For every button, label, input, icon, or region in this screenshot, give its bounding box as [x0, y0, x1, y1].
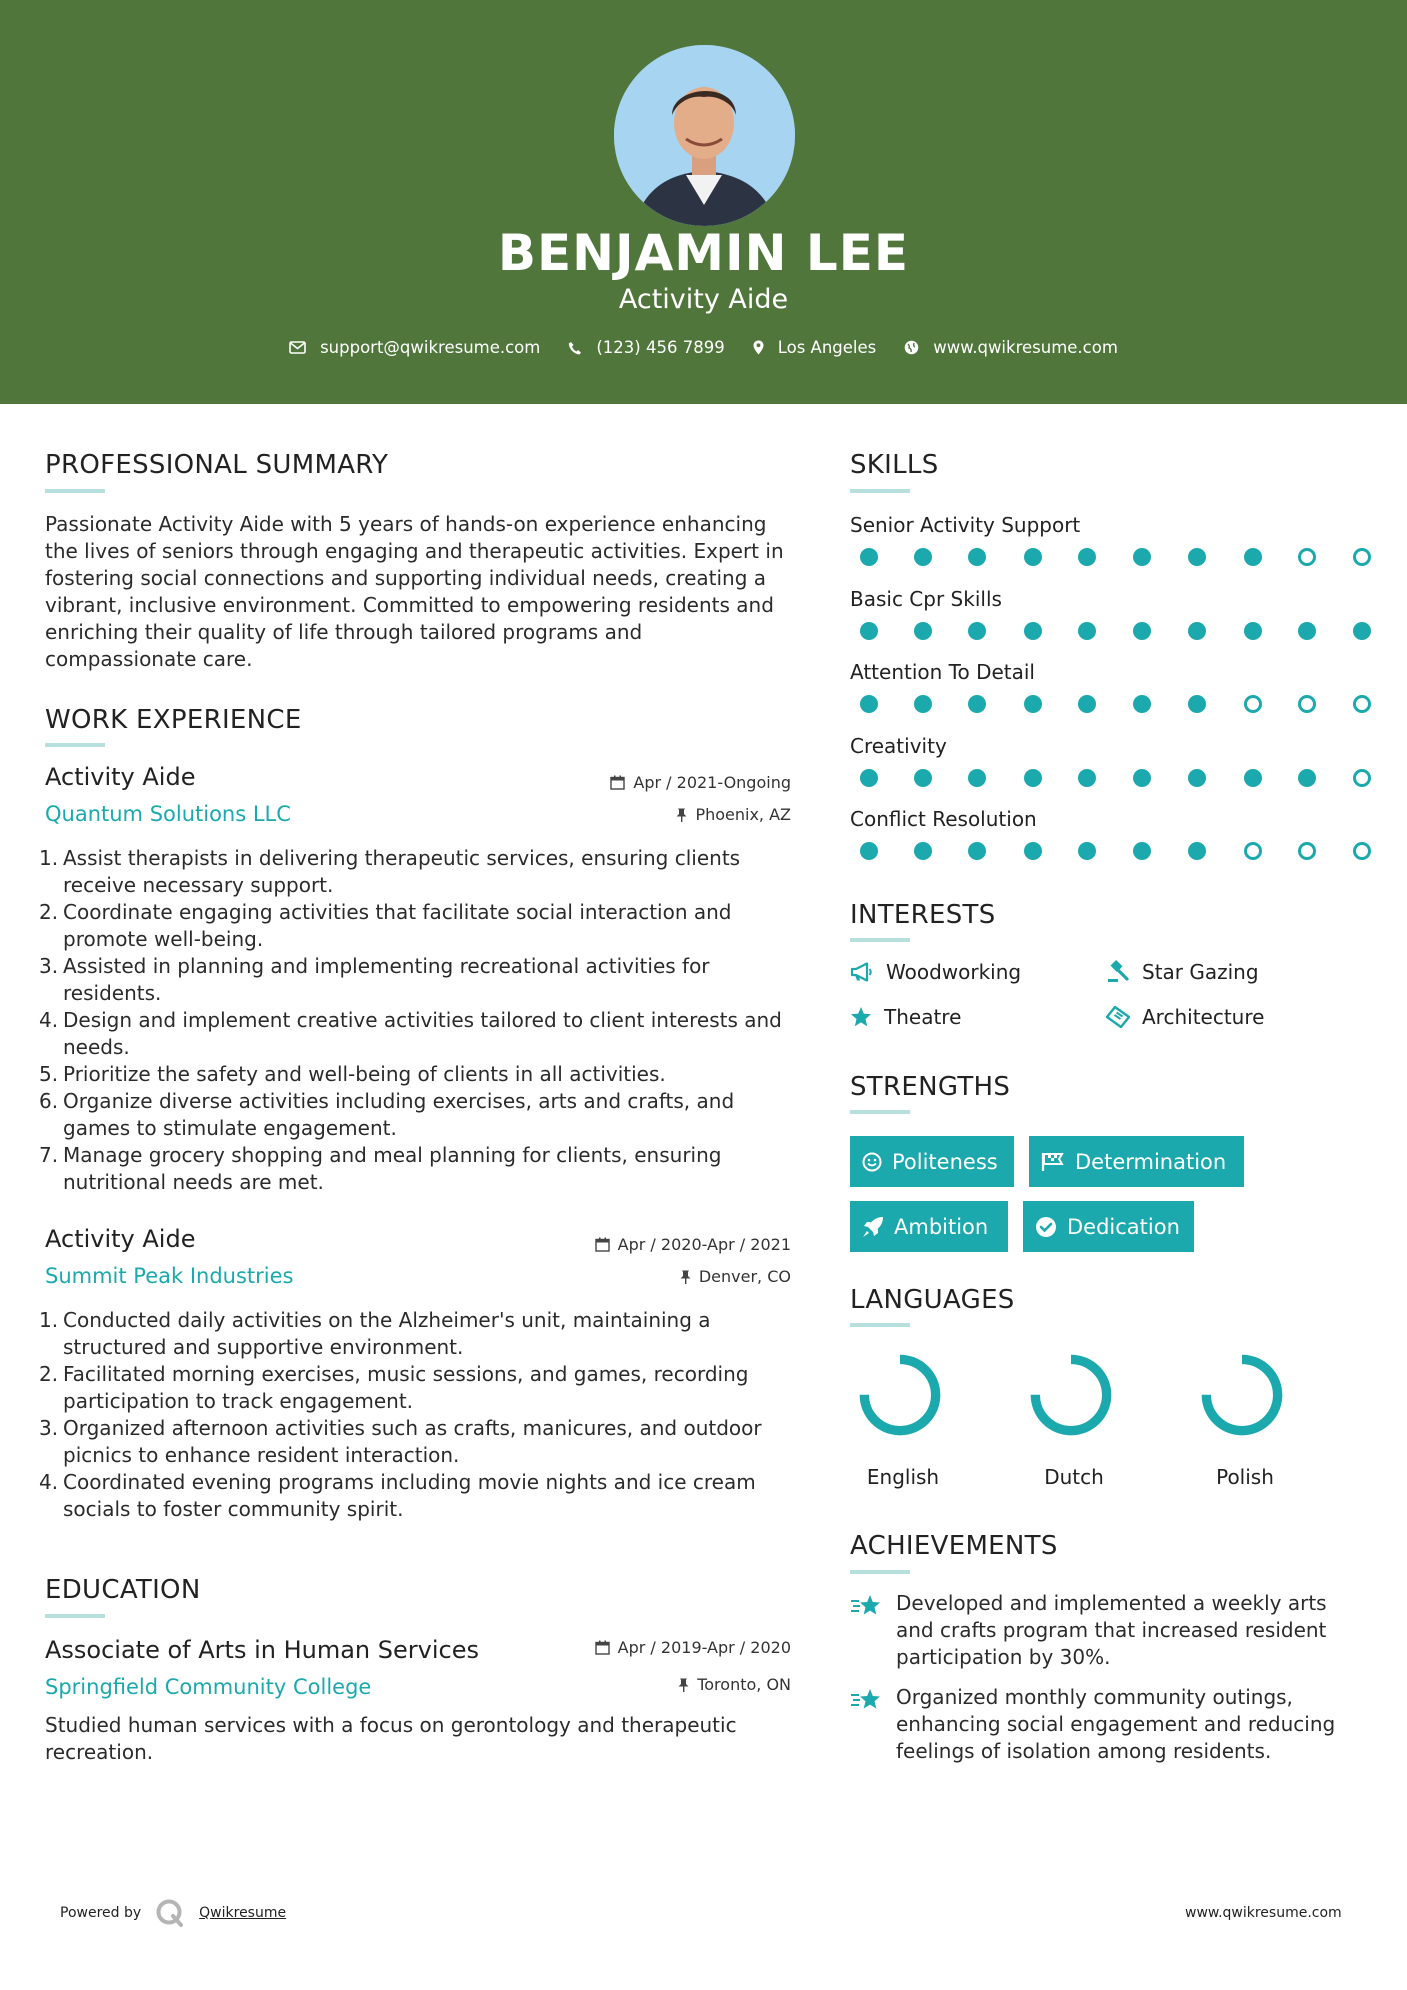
person-avatar-icon [614, 45, 795, 226]
achievement-text: Organized monthly community outings, enhancing social engagement and reducing feelings of isolation among residents. [896, 1685, 1336, 1763]
skill-dot-empty [1244, 842, 1262, 860]
interest-item [1106, 960, 1259, 984]
education-description: Studied human services with a focus on gerontology and therapeutic recreation. [45, 1713, 737, 1764]
section-underline [850, 489, 910, 493]
language-ring [1026, 1350, 1116, 1440]
summary-text: Passionate Activity Aide with 5 years of hands-on experience enhancing the lives of seniors through engaging and therapeutic activities. Expert in fostering social connections and supporting individual needs, creating a vibrant, inclusive environment. Committed to empowering residents and enriching their quality of life through tailored programs and compassionate care. [45, 512, 784, 671]
strength-chip [1029, 1136, 1244, 1187]
list-item [39, 953, 795, 1007]
skill-dot-filled [968, 695, 986, 713]
list-number: 3. [39, 954, 59, 978]
skill-dot-filled [1024, 622, 1042, 640]
skill-dot-filled [860, 548, 878, 566]
list-item-text: Organized afternoon activities such as crafts, manicures, and outdoor picnics to enhance resident interaction. [63, 1416, 762, 1467]
list-item-text: Facilitated morning exercises, music sessions, and games, recording participation to track engagement. [63, 1362, 749, 1413]
achievement-item [850, 1590, 1370, 1671]
envelope-icon [289, 341, 306, 354]
check-circle-icon [1035, 1216, 1057, 1238]
brand-link[interactable]: Qwikresume [199, 1905, 287, 1921]
list-number: 2. [39, 900, 59, 924]
list-item [39, 1088, 795, 1142]
skill-dot-filled [1024, 695, 1042, 713]
globe-icon [904, 340, 919, 355]
location-text: Los Angeles [777, 338, 877, 357]
language-name: Dutch [1044, 1465, 1104, 1489]
section-underline [850, 938, 910, 942]
interest-label: Star Gazing [1142, 960, 1259, 984]
strength-label: Ambition [894, 1214, 989, 1239]
pushpin-icon [680, 1270, 691, 1284]
calendar-icon [595, 1640, 610, 1655]
skill-dot-empty [1353, 695, 1371, 713]
ticket-icon [1106, 1006, 1130, 1028]
skill-dot-empty [1244, 695, 1262, 713]
skills-heading: SKILLS [850, 450, 939, 480]
list-item-text: Coordinated evening programs including movie nights and ice cream socials to foster community spirit. [63, 1470, 756, 1521]
skill-dot-filled [1133, 695, 1151, 713]
skill-name: Conflict Resolution [850, 807, 1037, 831]
section-underline [850, 1570, 910, 1574]
skill-dot-filled [1244, 622, 1262, 640]
shooting-star-icon [850, 1686, 884, 1714]
skill-dot-filled [1298, 769, 1316, 787]
skill-dot-filled [914, 622, 932, 640]
candidate-name: BENJAMIN LEE [497, 224, 910, 282]
phone-icon [568, 341, 582, 355]
megaphone-icon [850, 962, 874, 982]
job-duties-list [39, 1307, 795, 1523]
email-text: support@qwikresume.com [320, 338, 541, 357]
list-number: 1. [39, 846, 59, 870]
skill-dot-filled [1133, 548, 1151, 566]
section-underline [850, 1323, 910, 1327]
list-number: 1. [39, 1308, 59, 1332]
list-item-text: Conducted daily activities on the Alzheimer's unit, maintaining a structured and supportive environment. [63, 1308, 711, 1359]
language-ring [1197, 1350, 1287, 1440]
skill-dot-filled [1244, 548, 1262, 566]
pushpin-icon [678, 1678, 689, 1692]
language-level-arc [864, 1359, 935, 1430]
job-title: Activity Aide [45, 1225, 196, 1253]
skill-dot-empty [1298, 548, 1316, 566]
interest-label: Woodworking [886, 960, 1022, 984]
contact-location [753, 338, 877, 357]
list-number: 3. [39, 1416, 59, 1440]
interest-item [1106, 1005, 1264, 1029]
list-item [39, 1061, 795, 1088]
skill-name: Basic Cpr Skills [850, 586, 1002, 611]
skill-dot-filled [1078, 548, 1096, 566]
skill-dot-filled [968, 622, 986, 640]
list-item [39, 1007, 795, 1061]
list-number: 5. [39, 1062, 59, 1086]
achievements-heading: ACHIEVEMENTS [850, 1531, 1058, 1561]
footer-url[interactable]: www.qwikresume.com [1185, 1905, 1342, 1921]
strength-chip [1023, 1201, 1194, 1252]
skill-dot-filled [1188, 622, 1206, 640]
list-item [39, 899, 795, 953]
education-dates [480, 1638, 791, 1657]
skill-dot-filled [1188, 842, 1206, 860]
contact-email[interactable] [289, 338, 540, 357]
skill-dot-filled [1078, 695, 1096, 713]
skill-dot-empty [1353, 769, 1371, 787]
job-location [480, 805, 791, 824]
pushpin-icon [676, 808, 687, 822]
list-item-text: Assist therapists in delivering therapeutic services, ensuring clients receive necessary support. [63, 846, 741, 897]
strength-chip [850, 1136, 1014, 1187]
language-level-arc [1206, 1359, 1277, 1430]
candidate-title: Activity Aide [618, 284, 789, 315]
company-name: Summit Peak Industries [45, 1264, 294, 1288]
skill-dot-filled [1133, 769, 1151, 787]
skill-dot-filled [860, 695, 878, 713]
skill-name: Senior Activity Support [850, 513, 1081, 537]
interest-label: Architecture [1142, 1005, 1265, 1029]
skill-dot-filled [914, 769, 932, 787]
section-underline [45, 1614, 105, 1618]
map-pin-icon [753, 340, 764, 355]
language-ring [855, 1350, 945, 1440]
skill-dot-empty [1298, 842, 1316, 860]
job-dates [480, 1235, 791, 1254]
job-title: Activity Aide [45, 763, 196, 791]
strength-chip [850, 1201, 1008, 1252]
skill-dot-filled [860, 769, 878, 787]
skill-dot-filled [968, 769, 986, 787]
strength-label: Politeness [892, 1149, 998, 1174]
languages-heading: LANGUAGES [850, 1285, 1015, 1315]
section-underline [45, 489, 105, 493]
skill-dot-filled [1024, 842, 1042, 860]
skill-dot-filled [1078, 769, 1096, 787]
skill-dot-filled [968, 842, 986, 860]
list-number: 2. [39, 1362, 59, 1386]
section-underline [45, 743, 105, 747]
list-item-text: Assisted in planning and implementing recreational activities for residents. [63, 954, 710, 1005]
list-item [39, 1469, 795, 1523]
skill-dot-empty [1298, 695, 1316, 713]
language-name: English [866, 1465, 940, 1489]
skill-dot-filled [968, 548, 986, 566]
smile-icon [862, 1152, 882, 1172]
job-dates [480, 773, 791, 792]
list-item [39, 1142, 795, 1196]
language-level-arc [1035, 1359, 1106, 1430]
interest-label: Theatre [884, 1005, 962, 1029]
education-heading: EDUCATION [45, 1575, 201, 1605]
skill-dot-filled [860, 622, 878, 640]
list-item-text: Organize diverse activities including exercises, arts and crafts, and games to stimulate engagement. [63, 1089, 735, 1140]
phone-text: (123) 456 7899 [596, 338, 725, 357]
interest-item [850, 1005, 961, 1029]
list-item-text: Design and implement creative activities tailored to client interests and needs. [63, 1008, 782, 1059]
contact-website[interactable] [904, 338, 1118, 357]
summary-heading: PROFESSIONAL SUMMARY [45, 450, 389, 480]
list-item-text: Prioritize the safety and well-being of clients in all activities. [63, 1062, 666, 1086]
skill-dot-filled [1078, 842, 1096, 860]
job-location-text: Denver, CO [698, 1267, 791, 1286]
flag-icon [1041, 1152, 1065, 1172]
achievement-item [850, 1684, 1370, 1765]
star-icon [850, 1006, 872, 1028]
job-dates-text: Apr / 2020-Apr / 2021 [617, 1235, 791, 1254]
list-number: 7. [39, 1143, 59, 1167]
contact-bar [0, 338, 1407, 357]
calendar-icon [610, 775, 625, 790]
website-text: www.qwikresume.com [933, 338, 1118, 357]
skill-dot-filled [1188, 695, 1206, 713]
list-number: 4. [39, 1470, 59, 1494]
school-name: Springfield Community College [45, 1675, 372, 1699]
education-location [480, 1675, 791, 1694]
skill-dot-filled [1133, 622, 1151, 640]
gavel-icon [1106, 960, 1130, 984]
job-dates-text: Apr / 2021-Ongoing [633, 773, 791, 792]
list-item [39, 1415, 795, 1469]
list-item [39, 1361, 795, 1415]
section-underline [850, 1110, 910, 1114]
skill-dot-filled [1298, 622, 1316, 640]
strength-label: Determination [1075, 1149, 1227, 1174]
list-item [39, 845, 795, 899]
strength-label: Dedication [1067, 1214, 1180, 1239]
list-number: 6. [39, 1089, 59, 1113]
skill-dot-filled [914, 842, 932, 860]
skill-dot-empty [1353, 548, 1371, 566]
qwikresume-logo-icon [155, 1898, 185, 1928]
skill-dot-filled [1244, 769, 1262, 787]
resume-header [0, 0, 1407, 404]
list-item-text: Manage grocery shopping and meal planning for clients, ensuring nutritional needs are met. [63, 1143, 722, 1194]
experience-heading: WORK EXPERIENCE [45, 705, 302, 735]
skill-dot-filled [914, 695, 932, 713]
education-location-text: Toronto, ON [697, 1675, 791, 1694]
powered-by-label: Powered by [60, 1905, 142, 1921]
education-dates-text: Apr / 2019-Apr / 2020 [617, 1638, 791, 1657]
skill-dot-filled [1024, 769, 1042, 787]
skill-name: Creativity [850, 733, 947, 758]
list-item-text: Coordinate engaging activities that facilitate social interaction and promote well-being. [63, 900, 732, 951]
job-location [480, 1267, 791, 1286]
job-location-text: Phoenix, AZ [695, 805, 791, 824]
company-name: Quantum Solutions LLC [45, 802, 291, 826]
skill-name: Attention To Detail [850, 660, 1035, 684]
degree-name: Associate of Arts in Human Services [45, 1636, 479, 1664]
strengths-heading: STRENGTHS [850, 1072, 1011, 1102]
profile-photo [614, 45, 795, 226]
interest-item [850, 960, 1021, 984]
skill-dot-filled [1188, 548, 1206, 566]
skill-dot-filled [1133, 842, 1151, 860]
skill-dot-filled [1024, 548, 1042, 566]
rocket-icon [862, 1216, 884, 1238]
interests-heading: INTERESTS [850, 900, 996, 930]
achievement-text: Developed and implemented a weekly arts and crafts program that increased resident participation by 30%. [896, 1591, 1327, 1669]
calendar-icon [595, 1237, 610, 1252]
shooting-star-icon [850, 1592, 884, 1620]
powered-by [60, 1898, 286, 1928]
skill-dot-filled [860, 842, 878, 860]
skill-dot-filled [914, 548, 932, 566]
skill-dot-filled [1188, 769, 1206, 787]
contact-phone[interactable] [568, 338, 724, 357]
skill-dot-filled [1353, 622, 1371, 640]
language-name: Polish [1216, 1465, 1274, 1489]
skill-dot-empty [1353, 842, 1371, 860]
job-duties-list [39, 845, 795, 1196]
list-number: 4. [39, 1008, 59, 1032]
list-item [39, 1307, 795, 1361]
skill-dot-filled [1078, 622, 1096, 640]
